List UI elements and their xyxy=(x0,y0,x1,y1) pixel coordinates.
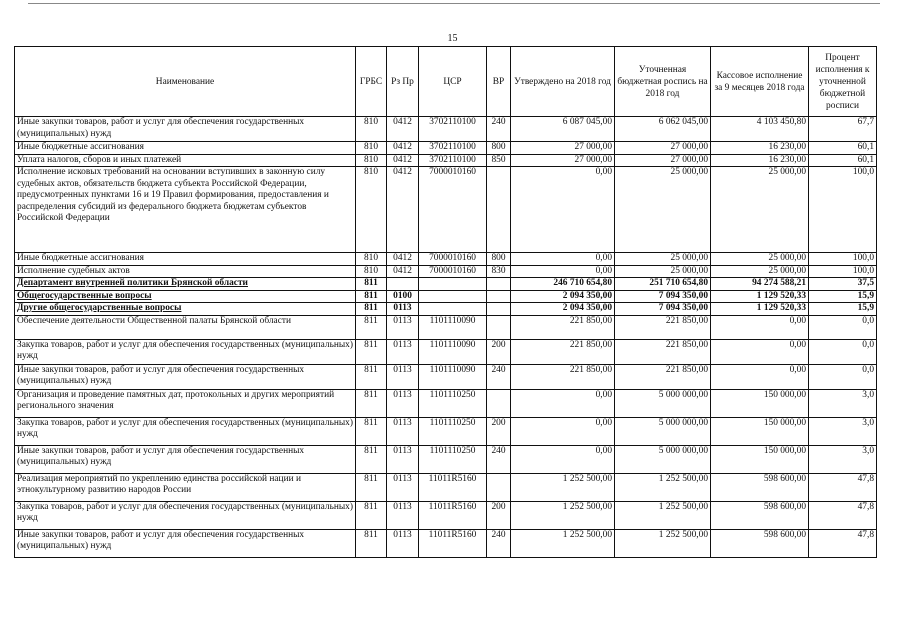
cell-percent: 60,1 xyxy=(809,154,877,167)
cell-rzpr: 0113 xyxy=(387,389,419,417)
cell-grbs: 810 xyxy=(356,142,387,155)
cell-percent: 100,0 xyxy=(809,167,877,253)
cell-rzpr: 0113 xyxy=(387,445,419,473)
cell-approved: 1 252 500,00 xyxy=(511,529,615,557)
cell-approved: 221 850,00 xyxy=(511,339,615,364)
cell-refined: 221 850,00 xyxy=(615,339,711,364)
cell-percent: 67,7 xyxy=(809,117,877,142)
cell-grbs: 811 xyxy=(356,364,387,389)
cell-grbs: 810 xyxy=(356,117,387,142)
cell-rzpr: 0412 xyxy=(387,117,419,142)
cell-percent: 0,0 xyxy=(809,339,877,364)
cell-name: Уплата налогов, сборов и иных платежей xyxy=(15,154,356,167)
cell-percent: 100,0 xyxy=(809,253,877,266)
cell-percent: 15,9 xyxy=(809,303,877,316)
cell-executed: 16 230,00 xyxy=(711,154,809,167)
cell-rzpr: 0113 xyxy=(387,473,419,501)
cell-csr: 7000010160 xyxy=(419,167,487,253)
cell-name: Реализация мероприятий по укреплению единства российской нации и этнокультурному развитию народов России xyxy=(15,473,356,501)
cell-approved: 2 094 350,00 xyxy=(511,303,615,316)
cell-grbs: 811 xyxy=(356,417,387,445)
cell-name: Общегосударственные вопросы xyxy=(15,290,356,303)
header-name: Наименование xyxy=(15,47,356,117)
table-row xyxy=(15,389,877,417)
cell-approved: 1 252 500,00 xyxy=(511,473,615,501)
cell-refined: 27 000,00 xyxy=(615,142,711,155)
cell-executed: 150 000,00 xyxy=(711,389,809,417)
cell-name: Иные закупки товаров, работ и услуг для обеспечения государственных (муниципальных) нужд xyxy=(15,364,356,389)
cell-vr: 240 xyxy=(487,529,511,557)
cell-percent: 3,0 xyxy=(809,417,877,445)
cell-refined: 1 252 500,00 xyxy=(615,501,711,529)
cell-executed: 1 129 520,33 xyxy=(711,303,809,316)
cell-csr: 1101110090 xyxy=(419,339,487,364)
cell-percent: 37,5 xyxy=(809,278,877,291)
cell-name: Иные закупки товаров, работ и услуг для обеспечения государственных (муниципальных) нужд xyxy=(15,117,356,142)
cell-executed: 598 600,00 xyxy=(711,501,809,529)
cell-refined: 25 000,00 xyxy=(615,167,711,253)
cell-executed: 16 230,00 xyxy=(711,142,809,155)
cell-name: Закупка товаров, работ и услуг для обеспечения государственных (муниципальных) нужд xyxy=(15,501,356,529)
cell-percent: 60,1 xyxy=(809,142,877,155)
cell-vr: 240 xyxy=(487,364,511,389)
cell-vr xyxy=(487,315,511,339)
cell-executed: 25 000,00 xyxy=(711,167,809,253)
cell-vr: 850 xyxy=(487,154,511,167)
cell-approved: 6 087 045,00 xyxy=(511,117,615,142)
cell-csr: 11011R5160 xyxy=(419,529,487,557)
cell-name: Закупка товаров, работ и услуг для обеспечения государственных (муниципальных) нужд xyxy=(15,339,356,364)
cell-name: Иные бюджетные ассигнования xyxy=(15,253,356,266)
cell-name: Исполнение исковых требований на основании вступивших в законную силу судебных актов, обязательств бюджета субъекта Российской Федерации, предусмотренных пунктами 16 и 19 Правил формирования, предоставления и распределения субсидий из федерального бюджета бюджетам субъектов Российской Федерации xyxy=(15,167,356,253)
cell-percent: 3,0 xyxy=(809,389,877,417)
cell-vr: 240 xyxy=(487,445,511,473)
cell-csr: 3702110100 xyxy=(419,154,487,167)
cell-percent: 15,9 xyxy=(809,290,877,303)
table-body xyxy=(15,117,877,558)
cell-name: Обеспечение деятельности Общественной палаты Брянской области xyxy=(15,315,356,339)
cell-name: Иные закупки товаров, работ и услуг для обеспечения государственных (муниципальных) нужд xyxy=(15,445,356,473)
cell-refined: 7 094 350,00 xyxy=(615,303,711,316)
cell-csr xyxy=(419,290,487,303)
page-number: 15 xyxy=(447,33,458,44)
cell-percent: 47,8 xyxy=(809,529,877,557)
cell-csr: 7000010160 xyxy=(419,253,487,266)
cell-rzpr: 0412 xyxy=(387,253,419,266)
cell-grbs: 811 xyxy=(356,445,387,473)
table-row xyxy=(15,142,877,155)
cell-csr: 1101110090 xyxy=(419,364,487,389)
cell-refined: 5 000 000,00 xyxy=(615,445,711,473)
cell-refined: 5 000 000,00 xyxy=(615,389,711,417)
cell-grbs: 811 xyxy=(356,278,387,291)
cell-refined: 1 252 500,00 xyxy=(615,529,711,557)
cell-executed: 25 000,00 xyxy=(711,265,809,278)
table-row xyxy=(15,167,877,253)
cell-rzpr xyxy=(387,278,419,291)
cell-rzpr: 0113 xyxy=(387,364,419,389)
cell-rzpr: 0113 xyxy=(387,501,419,529)
cell-name: Другие общегосударственные вопросы xyxy=(15,303,356,316)
cell-refined: 6 062 045,00 xyxy=(615,117,711,142)
cell-rzpr: 0113 xyxy=(387,417,419,445)
cell-grbs: 811 xyxy=(356,389,387,417)
cell-executed: 0,00 xyxy=(711,364,809,389)
header-refined: Уточненная бюджетная роспись на 2018 год xyxy=(615,47,711,117)
table-row xyxy=(15,315,877,339)
cell-rzpr: 0113 xyxy=(387,315,419,339)
cell-executed: 4 103 450,80 xyxy=(711,117,809,142)
cell-grbs: 811 xyxy=(356,315,387,339)
cell-approved: 221 850,00 xyxy=(511,315,615,339)
table-row xyxy=(15,417,877,445)
cell-rzpr: 0412 xyxy=(387,167,419,253)
cell-refined: 221 850,00 xyxy=(615,315,711,339)
cell-vr xyxy=(487,167,511,253)
cell-refined: 221 850,00 xyxy=(615,364,711,389)
cell-rzpr: 0412 xyxy=(387,142,419,155)
table-row xyxy=(15,117,877,142)
cell-grbs: 811 xyxy=(356,473,387,501)
cell-approved: 1 252 500,00 xyxy=(511,501,615,529)
table-row xyxy=(15,339,877,364)
cell-approved: 221 850,00 xyxy=(511,364,615,389)
cell-name: Организация и проведение памятных дат, протокольных и других мероприятий регионального значения xyxy=(15,389,356,417)
table-header-row xyxy=(15,47,877,117)
cell-grbs: 810 xyxy=(356,253,387,266)
cell-percent: 0,0 xyxy=(809,364,877,389)
cell-csr xyxy=(419,303,487,316)
budget-execution-table xyxy=(14,46,877,558)
header-rzpr: Рз Пр xyxy=(387,47,419,117)
cell-percent: 100,0 xyxy=(809,265,877,278)
cell-approved: 246 710 654,80 xyxy=(511,278,615,291)
cell-grbs: 810 xyxy=(356,265,387,278)
cell-approved: 0,00 xyxy=(511,389,615,417)
table-row xyxy=(15,278,877,291)
cell-approved: 27 000,00 xyxy=(511,154,615,167)
cell-name: Департамент внутренней политики Брянской области xyxy=(15,278,356,291)
cell-approved: 27 000,00 xyxy=(511,142,615,155)
cell-approved: 0,00 xyxy=(511,265,615,278)
header-executed: Кассовое исполнение за 9 месяцев 2018 года xyxy=(711,47,809,117)
cell-executed: 0,00 xyxy=(711,315,809,339)
cell-vr: 240 xyxy=(487,117,511,142)
cell-rzpr: 0412 xyxy=(387,154,419,167)
cell-csr: 3702110100 xyxy=(419,142,487,155)
cell-rzpr: 0100 xyxy=(387,290,419,303)
cell-refined: 251 710 654,80 xyxy=(615,278,711,291)
cell-refined: 25 000,00 xyxy=(615,265,711,278)
cell-rzpr: 0113 xyxy=(387,339,419,364)
cell-refined: 7 094 350,00 xyxy=(615,290,711,303)
cell-grbs: 810 xyxy=(356,167,387,253)
cell-percent: 47,8 xyxy=(809,473,877,501)
cell-percent: 3,0 xyxy=(809,445,877,473)
header-approved: Утверждено на 2018 год xyxy=(511,47,615,117)
cell-executed: 598 600,00 xyxy=(711,529,809,557)
cell-rzpr: 0113 xyxy=(387,303,419,316)
cell-csr: 7000010160 xyxy=(419,265,487,278)
cell-approved: 0,00 xyxy=(511,253,615,266)
cell-grbs: 810 xyxy=(356,154,387,167)
cell-grbs: 811 xyxy=(356,290,387,303)
cell-refined: 25 000,00 xyxy=(615,253,711,266)
cell-csr: 1101110090 xyxy=(419,315,487,339)
cell-rzpr: 0412 xyxy=(387,265,419,278)
cell-vr xyxy=(487,389,511,417)
cell-csr: 1101110250 xyxy=(419,445,487,473)
cell-executed: 1 129 520,33 xyxy=(711,290,809,303)
cell-name: Исполнение судебных актов xyxy=(15,265,356,278)
cell-approved: 2 094 350,00 xyxy=(511,290,615,303)
cell-grbs: 811 xyxy=(356,501,387,529)
header-grbs: ГРБС xyxy=(356,47,387,117)
cell-name: Закупка товаров, работ и услуг для обеспечения государственных (муниципальных) нужд xyxy=(15,417,356,445)
table-row xyxy=(15,303,877,316)
header-percent: Процент исполнения к уточненной бюджетной росписи xyxy=(809,47,877,117)
table-row xyxy=(15,154,877,167)
header-csr: ЦСР xyxy=(419,47,487,117)
table-row xyxy=(15,253,877,266)
cell-csr: 3702110100 xyxy=(419,117,487,142)
cell-vr: 800 xyxy=(487,253,511,266)
cell-name: Иные закупки товаров, работ и услуг для обеспечения государственных (муниципальных) нужд xyxy=(15,529,356,557)
cell-approved: 0,00 xyxy=(511,445,615,473)
cell-refined: 5 000 000,00 xyxy=(615,417,711,445)
cell-executed: 150 000,00 xyxy=(711,445,809,473)
cell-refined: 1 252 500,00 xyxy=(615,473,711,501)
cell-executed: 94 274 588,21 xyxy=(711,278,809,291)
cell-grbs: 811 xyxy=(356,529,387,557)
cell-refined: 27 000,00 xyxy=(615,154,711,167)
cell-percent: 47,8 xyxy=(809,501,877,529)
cell-executed: 0,00 xyxy=(711,339,809,364)
cell-vr xyxy=(487,473,511,501)
cell-executed: 598 600,00 xyxy=(711,473,809,501)
table-row xyxy=(15,529,877,557)
cell-vr xyxy=(487,303,511,316)
cell-vr xyxy=(487,278,511,291)
cell-csr: 11011R5160 xyxy=(419,473,487,501)
cell-vr: 200 xyxy=(487,339,511,364)
table-row xyxy=(15,290,877,303)
cell-vr: 800 xyxy=(487,142,511,155)
cell-executed: 150 000,00 xyxy=(711,417,809,445)
cell-csr: 1101110250 xyxy=(419,389,487,417)
table-row xyxy=(15,364,877,389)
cell-rzpr: 0113 xyxy=(387,529,419,557)
cell-grbs: 811 xyxy=(356,303,387,316)
table-row xyxy=(15,265,877,278)
table-row xyxy=(15,501,877,529)
cell-name: Иные бюджетные ассигнования xyxy=(15,142,356,155)
header-vr: ВР xyxy=(487,47,511,117)
cell-csr: 1101110250 xyxy=(419,417,487,445)
cell-approved: 0,00 xyxy=(511,417,615,445)
cell-approved: 0,00 xyxy=(511,167,615,253)
cell-vr: 200 xyxy=(487,417,511,445)
cell-vr xyxy=(487,290,511,303)
cell-grbs: 811 xyxy=(356,339,387,364)
cell-csr: 11011R5160 xyxy=(419,501,487,529)
cell-percent: 0,0 xyxy=(809,315,877,339)
cell-vr: 830 xyxy=(487,265,511,278)
table-row xyxy=(15,445,877,473)
table-row xyxy=(15,473,877,501)
cell-csr xyxy=(419,278,487,291)
top-rule xyxy=(28,3,880,4)
cell-vr: 200 xyxy=(487,501,511,529)
cell-executed: 25 000,00 xyxy=(711,253,809,266)
